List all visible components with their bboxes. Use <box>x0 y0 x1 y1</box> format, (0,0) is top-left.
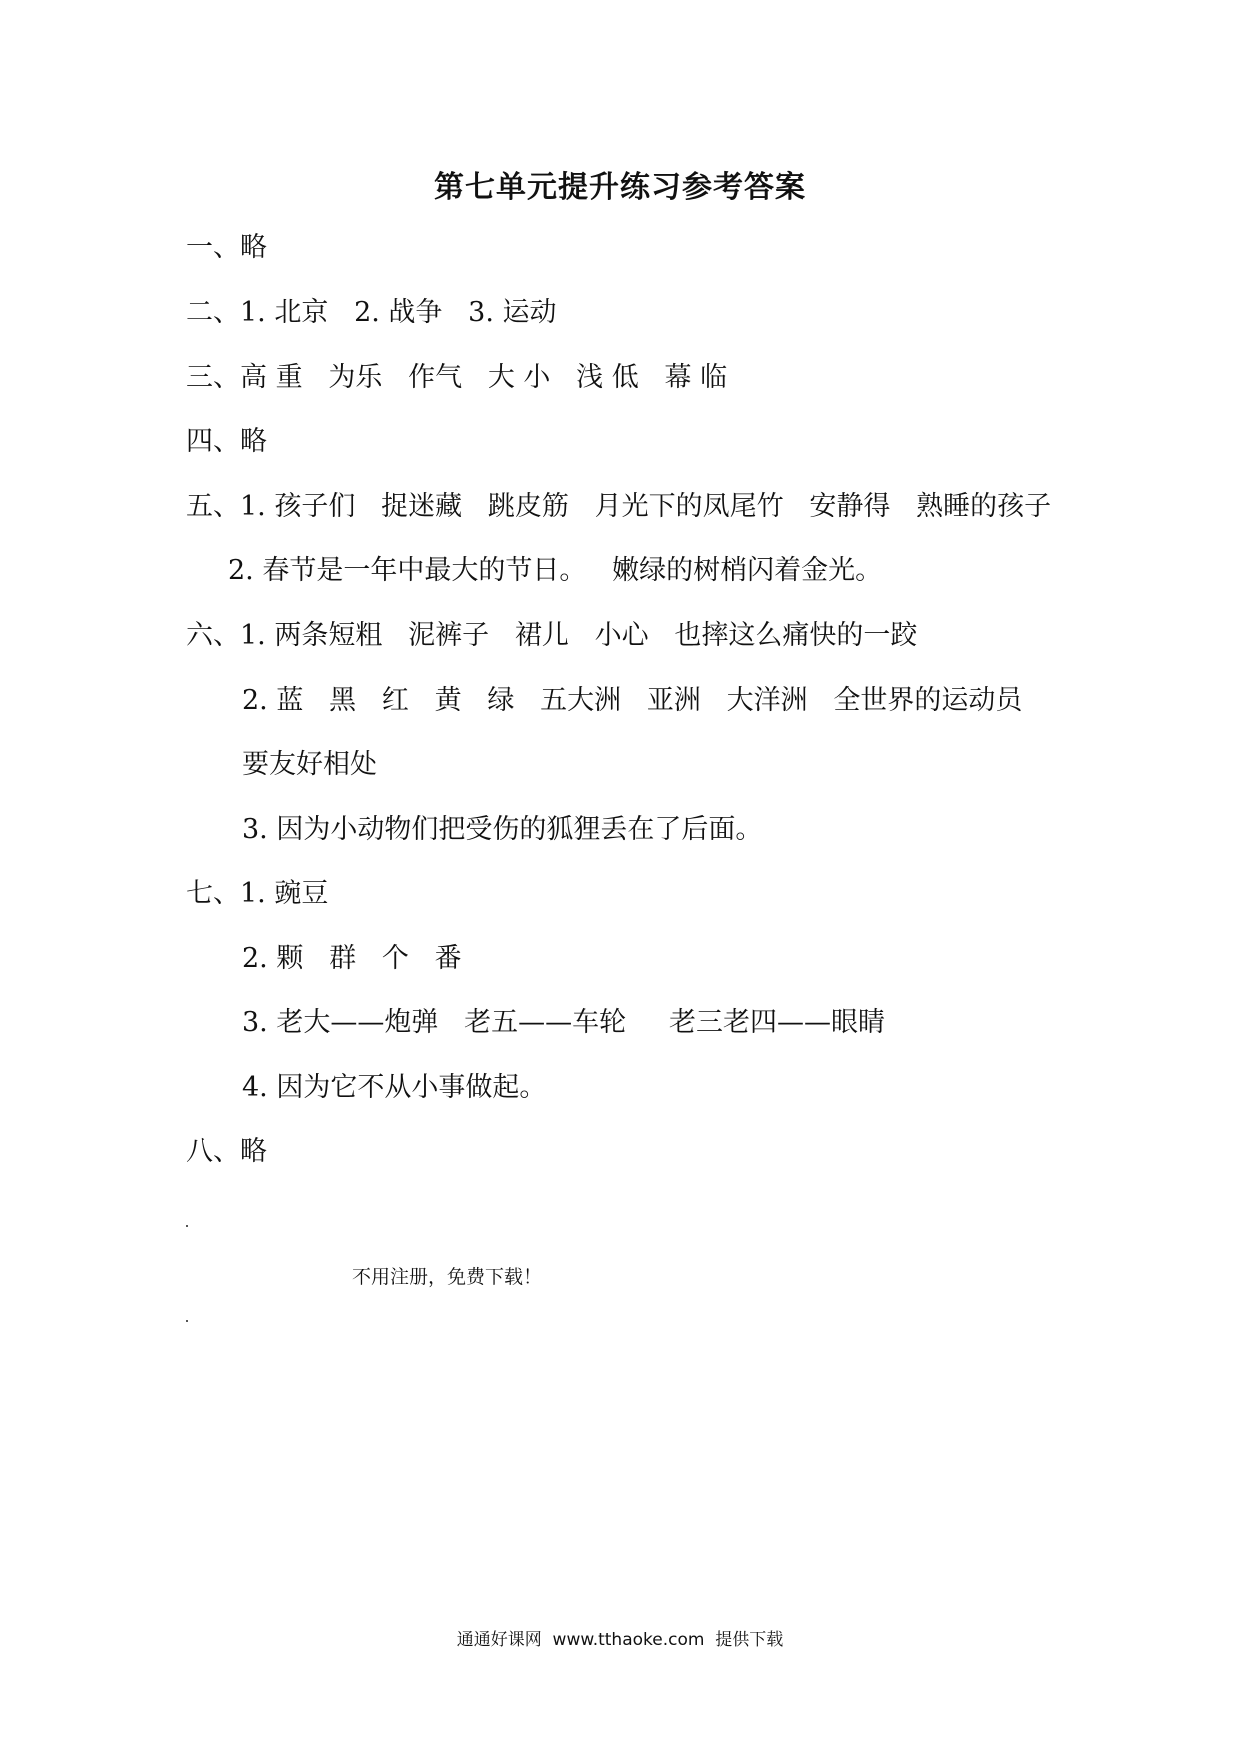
answer-line-7: 六、1. 两条短粗 泥裤子 裙儿 小心 也摔这么痛快的一跤 <box>186 620 918 651</box>
answer-line-15: 八、略 <box>186 1136 267 1167</box>
download-note: 不用注册，免费下载！ <box>352 1266 543 1288</box>
answer-line-13: 3. 老大——炮弹 老五——车轮 老三老四——眼睛 <box>242 1007 886 1038</box>
answer-line-1: 一、略 <box>186 232 267 263</box>
footer-credit: 通通好课网 www.tthaoke.com 提供下载 <box>456 1630 784 1650</box>
answer-line-11: 七、1. 豌豆 <box>186 878 329 909</box>
scan-speck <box>186 1225 188 1227</box>
answer-line-6: 2. 春节是一年中最大的节日。 嫩绿的树梢闪着金光。 <box>228 555 883 586</box>
answer-line-3: 三、高 重 为乐 作气 大 小 浅 低 幕 临 <box>186 362 728 393</box>
answer-line-10: 3. 因为小动物们把受伤的狐狸丢在了后面。 <box>242 814 763 845</box>
page-title: 第七单元提升练习参考答案 <box>434 170 806 205</box>
answer-line-5: 五、1. 孩子们 捉迷藏 跳皮筋 月光下的凤尾竹 安静得 熟睡的孩子 <box>186 491 1052 522</box>
answer-line-4: 四、略 <box>186 426 267 457</box>
answer-line-12: 2. 颗 群 个 番 <box>242 943 462 974</box>
answer-line-2: 二、1. 北京 2. 战争 3. 运动 <box>186 297 557 328</box>
answer-line-14: 4. 因为它不从小事做起。 <box>242 1072 547 1103</box>
answer-line-9: 要友好相处 <box>242 749 377 780</box>
answer-line-8: 2. 蓝 黑 红 黄 绿 五大洲 亚洲 大洋洲 全世界的运动员 <box>242 685 1023 716</box>
scan-speck <box>186 1320 188 1322</box>
